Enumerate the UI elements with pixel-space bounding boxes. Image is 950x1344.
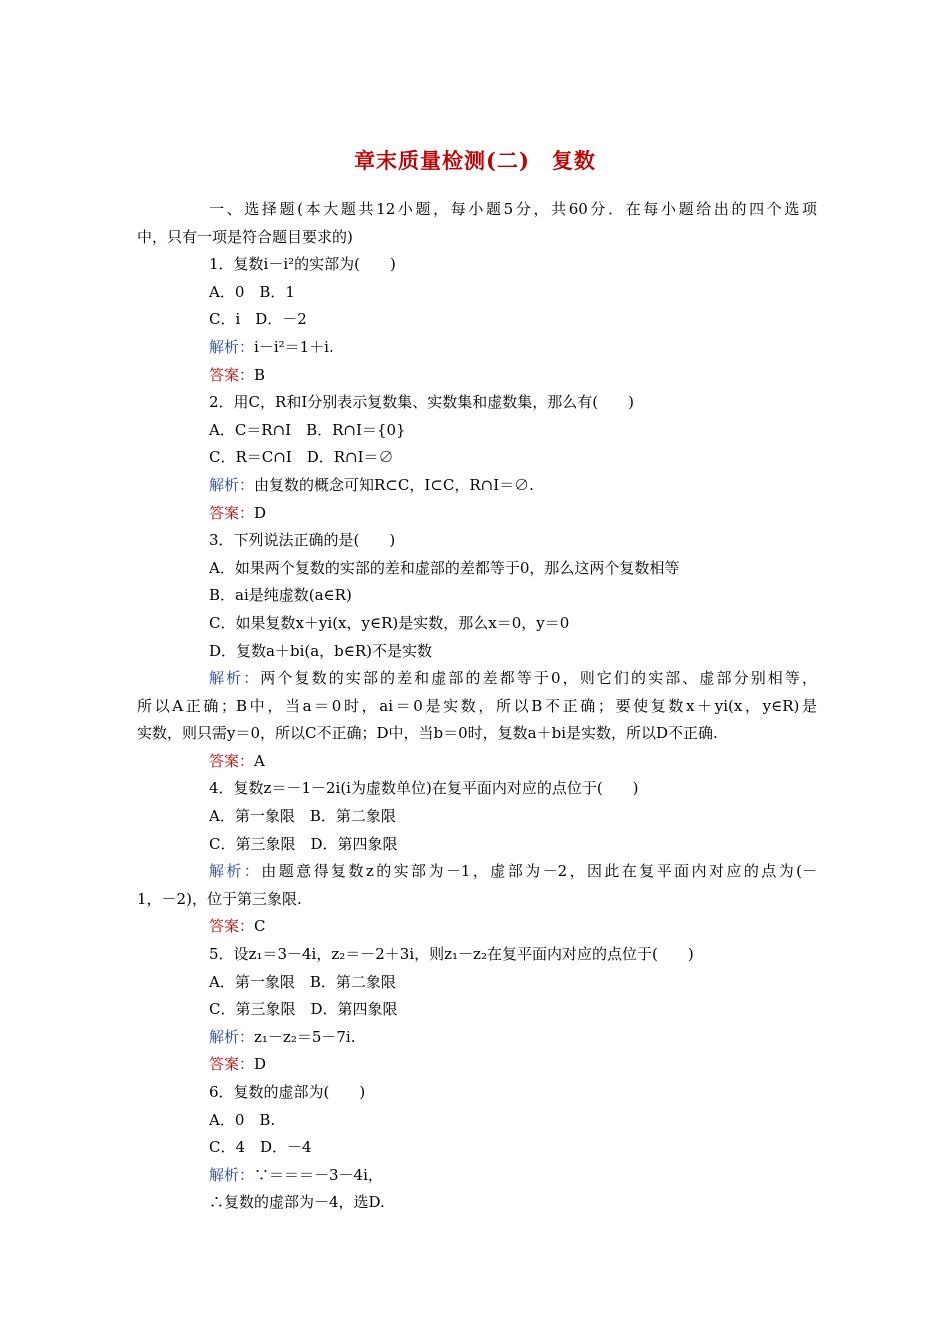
q3-stem: 3．下列说法正确的是( ) xyxy=(209,531,396,550)
q5-options-cd: C．第三象限 D．第四象限 xyxy=(209,1000,398,1019)
q6-analysis xyxy=(137,1162,817,1190)
answer-label: 答案： xyxy=(209,751,255,770)
q6-stem: 6．复数的虚部为( ) xyxy=(209,1083,366,1101)
answer-label: 答案： xyxy=(209,365,255,384)
q5-options-ab: A．第一象限 B．第二象限 xyxy=(209,972,396,991)
answer-label: 答案： xyxy=(209,503,255,522)
q2-analysis-text: 由复数的概念可知R⊂C，I⊂C，R∩I＝∅. xyxy=(254,475,534,494)
analysis-label: 解析： xyxy=(209,1165,255,1184)
q5-answer-text: D xyxy=(254,1055,267,1074)
section-heading-line-1: 一、选择题(本大题共12小题，每小题5分，共60分．在每小题给出的四个选项 xyxy=(209,200,817,218)
analysis-label: 解析： xyxy=(209,475,255,494)
q2-options-ab: A．C＝R∩I B．R∩I＝{0} xyxy=(209,420,406,439)
q1-answer-text: B xyxy=(254,365,266,384)
page-title: 章末质量检测(二) 复数 xyxy=(354,148,596,173)
q3-analysis-text-1: 两个复数的实部的差和虚部的差都等于0，则它们的实部、虚部分别相等， xyxy=(260,669,817,688)
answer-label: 答案： xyxy=(209,1055,255,1074)
q3-answer-text: A xyxy=(254,751,265,770)
q3-analysis-line-1 xyxy=(137,665,817,693)
q3-analysis-line-3: 实数，则只需y＝0，所以C不正确；D中，当b＝0时，复数a＋bi是实数，所以D不正确. xyxy=(137,724,718,743)
q1-analysis-text: i－i²＝1＋i. xyxy=(254,337,334,356)
q2-stem: 2．用C，R和I分别表示复数集、实数集和虚数集，那么有( ) xyxy=(209,393,634,412)
q1-analysis xyxy=(137,334,817,362)
q4-stem: 4．复数z＝－1－2i(i为虚数单位)在复平面内对应的点位于( ) xyxy=(209,779,639,798)
q1-options-cd: C．i D．－2 xyxy=(209,310,307,329)
q5-answer xyxy=(137,1051,817,1079)
document-body xyxy=(137,196,817,1217)
q4-options-cd: C．第三象限 D．第四象限 xyxy=(209,834,398,853)
q4-analysis-line-2: 1，－2)，位于第三象限. xyxy=(137,889,302,908)
q2-analysis xyxy=(137,472,817,500)
analysis-label: 解析： xyxy=(209,862,262,881)
q3-analysis-line-2: 所以A正确；B中，当a＝0时，ai＝0是实数，所以B不正确；要使复数x＋yi(x，y∈R)是 xyxy=(137,696,817,715)
q6-options-cd: C．4 D．－4 xyxy=(209,1138,312,1157)
q2-answer-text: D xyxy=(254,503,267,522)
q3-option-b: B．ai是纯虚数(a∈R) xyxy=(209,586,352,605)
q5-analysis-text: z₁－z₂＝5－7i. xyxy=(254,1027,356,1046)
q3-option-d: D．复数a＋bi(a，b∈R)不是实数 xyxy=(209,641,433,660)
q4-analysis-line-1 xyxy=(137,858,817,886)
q4-answer-text: C xyxy=(254,917,266,936)
q5-stem: 5．设z₁＝3－4i，z₂＝－2＋3i，则z₁－z₂在复平面内对应的点位于( ) xyxy=(209,945,694,964)
answer-label: 答案： xyxy=(209,917,255,936)
q1-answer xyxy=(137,362,817,390)
analysis-label: 解析： xyxy=(209,669,261,688)
analysis-label: 解析： xyxy=(209,337,255,356)
q6-conclusion: ∴复数的虚部为－4，选D. xyxy=(209,1193,385,1212)
q3-answer xyxy=(137,748,817,776)
q2-answer xyxy=(137,500,817,528)
q3-option-c: C．如果复数x＋yi(x，y∈R)是实数，那么x＝0，y＝0 xyxy=(209,613,570,632)
q4-answer xyxy=(137,913,817,941)
q2-options-cd: C．R＝C∩I D．R∩I＝∅ xyxy=(209,448,394,467)
q6-analysis-text: ∵＝＝＝－3－4i， xyxy=(254,1165,383,1184)
q4-options-ab: A．第一象限 B．第二象限 xyxy=(209,807,396,826)
section-heading-line-2: 中，只有一项是符合题目要求的) xyxy=(137,227,353,246)
q1-options-ab: A．0 B．1 xyxy=(209,282,295,301)
q4-analysis-text-1: 由题意得复数z的实部为－1，虚部为－2，因此在复平面内对应的点为(－ xyxy=(261,862,817,881)
analysis-label: 解析： xyxy=(209,1027,255,1046)
q6-options-ab: A．0 B. xyxy=(209,1110,276,1129)
q5-analysis xyxy=(137,1024,817,1052)
q1-stem: 1．复数i－i²的实部为( ) xyxy=(209,255,396,274)
q3-option-a: A．如果两个复数的实部的差和虚部的差都等于0，那么这两个复数相等 xyxy=(209,558,680,577)
